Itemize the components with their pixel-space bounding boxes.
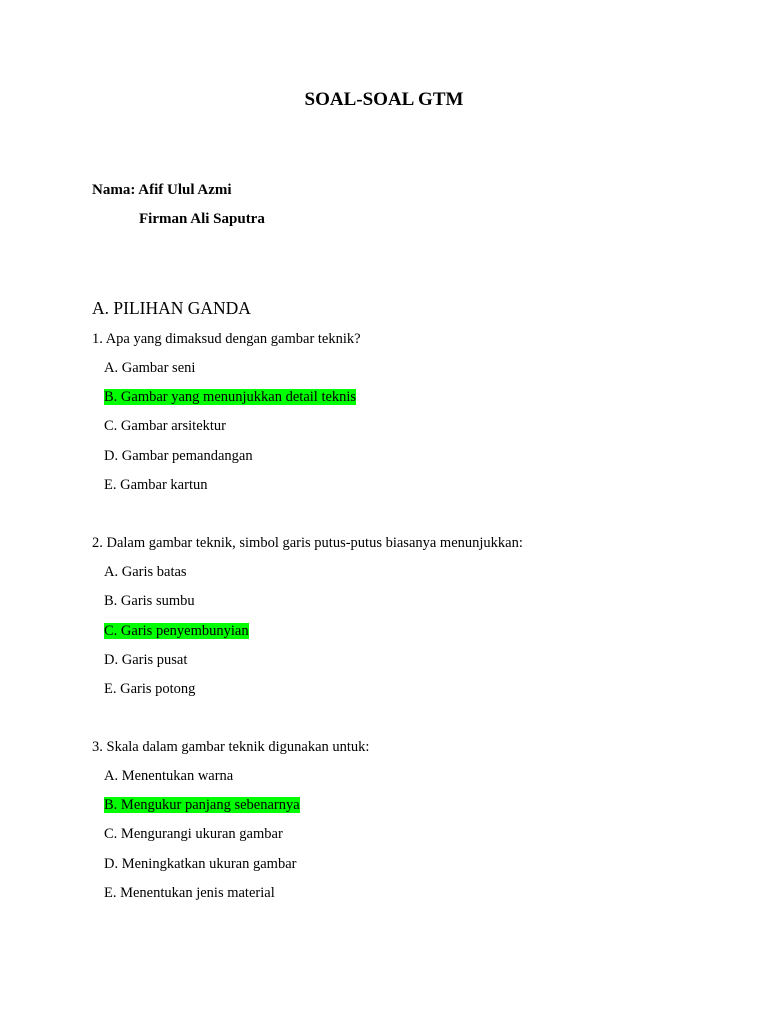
question-1-option-d — [104, 446, 253, 466]
option-label: B. Garis sumbu — [104, 593, 195, 609]
option-label: D. Gambar pemandangan — [104, 448, 253, 464]
question-1-option-b-highlighted — [104, 387, 356, 407]
question-1: 1. Apa yang dimaksud dengan gambar teknik? — [92, 331, 361, 347]
question-2-option-d — [104, 650, 187, 670]
highlighted-answer: B. Gambar yang menunjukkan detail teknis — [104, 389, 357, 405]
question-1-option-a — [104, 358, 195, 378]
option-label: C. Gambar arsitektur — [104, 418, 227, 434]
question-3-option-b-highlighted — [104, 795, 300, 815]
option-label: A. Garis batas — [104, 564, 187, 580]
question-3-option-d — [104, 854, 296, 874]
option-label: D. Garis pusat — [104, 652, 188, 668]
question-3: 3. Skala dalam gambar teknik digunakan untuk: — [92, 739, 370, 755]
author-name-line: Nama: Afif Ulul Azmi — [92, 182, 232, 198]
option-label: E. Gambar kartun — [104, 477, 208, 493]
question-3-option-c — [104, 824, 283, 844]
highlighted-answer: C. Garis penyembunyian — [104, 623, 249, 639]
option-label: E. Garis potong — [104, 681, 196, 697]
highlighted-answer: B. Mengukur panjang sebenarnya — [104, 797, 300, 813]
question-2-option-b — [104, 591, 195, 611]
option-label: C. Mengurangi ukuran gambar — [104, 826, 283, 842]
document-title: SOAL-SOAL GTM — [304, 89, 464, 110]
question-1-option-c — [104, 416, 226, 436]
question-3-option-a — [104, 766, 233, 786]
question-1-option-e — [104, 475, 207, 495]
question-2-option-c-highlighted — [104, 621, 249, 641]
question-3-option-e — [104, 883, 275, 903]
option-label: A. Menentukan warna — [104, 768, 234, 784]
author-second-name: Firman Ali Saputra — [139, 211, 265, 227]
question-2: 2. Dalam gambar teknik, simbol garis putus-putus biasanya menunjukkan: — [92, 535, 523, 551]
option-label: D. Meningkatkan ukuran gambar — [104, 856, 297, 872]
section-heading: A. PILIHAN GANDA — [92, 298, 251, 318]
option-label: E. Menentukan jenis material — [104, 885, 275, 901]
question-2-option-a — [104, 562, 187, 582]
option-label: A. Gambar seni — [104, 360, 196, 376]
question-2-option-e — [104, 679, 195, 699]
